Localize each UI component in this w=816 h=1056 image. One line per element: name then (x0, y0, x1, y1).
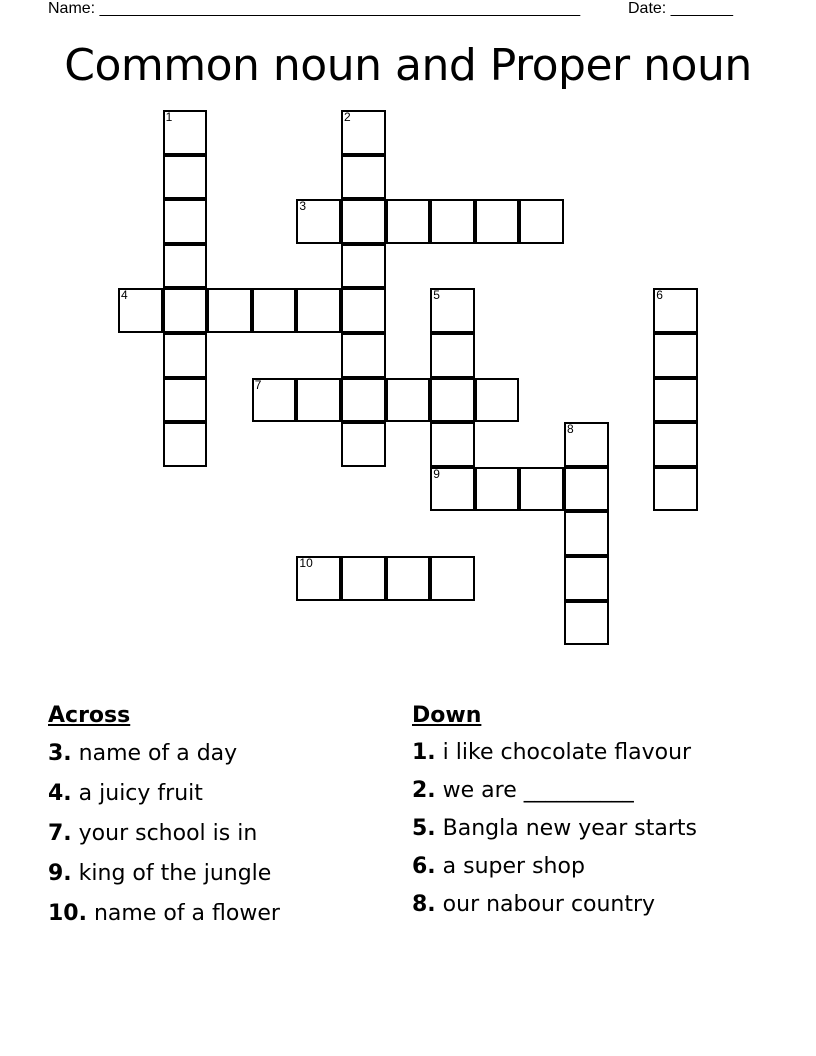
grid-cell[interactable] (653, 288, 698, 333)
clue-text: we are __________ (435, 778, 634, 803)
clue-across-7 (48, 814, 388, 854)
grid-cell[interactable] (564, 601, 609, 646)
cell-number: 4 (121, 288, 128, 303)
grid-cell[interactable] (653, 422, 698, 467)
grid-cell[interactable] (341, 556, 386, 601)
clue-number: 5. (412, 816, 436, 841)
cell-number: 1 (165, 110, 173, 124)
page-title: Common noun and Proper noun (64, 40, 752, 91)
clue-text: a super shop (435, 854, 585, 879)
cell-number: 6 (656, 288, 663, 303)
clue-text: a juicy fruit (71, 781, 203, 806)
grid-cell[interactable] (163, 333, 208, 378)
grid-cell[interactable] (564, 422, 609, 467)
grid-cell[interactable] (341, 333, 386, 378)
grid-cell[interactable] (430, 288, 475, 333)
grid-cell[interactable] (519, 199, 564, 244)
grid-cell[interactable] (386, 378, 431, 423)
clue-down-6 (412, 848, 792, 886)
grid-cell[interactable] (341, 244, 386, 289)
clue-number: 4. (48, 781, 72, 806)
grid-cell[interactable] (296, 199, 341, 244)
grid-cell[interactable] (430, 556, 475, 601)
cell-number: 2 (344, 110, 351, 124)
grid-cell[interactable] (163, 422, 208, 467)
clue-down-5 (412, 810, 792, 848)
grid-cell[interactable] (653, 333, 698, 378)
grid-cell[interactable] (341, 378, 386, 423)
clue-down-8 (412, 886, 792, 924)
grid-cell[interactable] (653, 378, 698, 423)
date-field-line: Date: _______ (628, 0, 733, 17)
grid-cell[interactable] (653, 467, 698, 512)
grid-cell[interactable] (564, 556, 609, 601)
clue-across-4 (48, 774, 388, 814)
clue-text: Bangla new year starts (435, 816, 697, 841)
grid-cell[interactable] (430, 467, 475, 512)
grid-cell[interactable] (519, 467, 564, 512)
clue-text: your school is in (71, 821, 258, 846)
grid-cell[interactable] (430, 378, 475, 423)
grid-cell[interactable] (296, 378, 341, 423)
grid-cell[interactable] (475, 467, 520, 512)
cell-number: 3 (299, 199, 307, 214)
grid-cell[interactable] (163, 288, 208, 333)
clue-text: our nabour country (435, 892, 656, 917)
grid-cell[interactable] (564, 511, 609, 556)
clue-number: 1. (412, 740, 436, 765)
clue-number: 7. (48, 821, 72, 846)
grid-cell[interactable] (430, 333, 475, 378)
across-heading: Across (48, 703, 131, 728)
grid-cell[interactable] (430, 199, 475, 244)
clue-number: 10. (48, 901, 87, 926)
grid-cell[interactable] (430, 422, 475, 467)
grid-cell[interactable] (296, 556, 341, 601)
clue-across-9 (48, 854, 388, 894)
clue-text: king of the jungle (71, 861, 272, 886)
clue-across-10 (48, 894, 388, 934)
clue-text: i like chocolate flavour (435, 740, 692, 765)
grid-cell[interactable] (341, 422, 386, 467)
grid-cell[interactable] (252, 378, 297, 423)
clue-number: 6. (412, 854, 436, 879)
cell-number: 10 (299, 556, 313, 570)
cell-number: 5 (433, 288, 440, 303)
grid-cell[interactable] (341, 199, 386, 244)
cell-number: 8 (567, 422, 574, 437)
clue-number: 8. (412, 892, 436, 917)
cell-number: 7 (254, 377, 262, 392)
down-clues (412, 698, 792, 924)
grid-cell[interactable] (163, 110, 208, 155)
grid-cell[interactable] (475, 378, 520, 423)
clue-text: name of a flower (86, 901, 280, 926)
grid-cell[interactable] (252, 288, 297, 333)
grid-cell[interactable] (163, 199, 208, 244)
clue-down-2 (412, 772, 792, 810)
clue-down-1 (412, 734, 792, 772)
clue-text: name of a day (71, 741, 238, 766)
grid-cell[interactable] (564, 467, 609, 512)
grid-cell[interactable] (163, 155, 208, 200)
grid-cell[interactable] (386, 199, 431, 244)
grid-cell[interactable] (341, 110, 386, 155)
grid-cell[interactable] (118, 288, 163, 333)
name-field-line: Name: ______________________________________________________ (48, 0, 581, 17)
down-heading: Down (412, 703, 482, 728)
across-clues (48, 698, 388, 934)
grid-cell[interactable] (341, 288, 386, 333)
grid-cell[interactable] (341, 155, 386, 200)
clue-number: 3. (48, 741, 72, 766)
clue-across-3 (48, 734, 388, 774)
grid-cell[interactable] (296, 288, 341, 333)
grid-cell[interactable] (475, 199, 520, 244)
grid-cell[interactable] (163, 378, 208, 423)
clue-number: 9. (48, 861, 72, 886)
grid-cell[interactable] (386, 556, 431, 601)
grid-cell[interactable] (207, 288, 252, 333)
grid-cell[interactable] (163, 244, 208, 289)
clue-number: 2. (412, 778, 436, 803)
cell-number: 9 (433, 466, 440, 481)
